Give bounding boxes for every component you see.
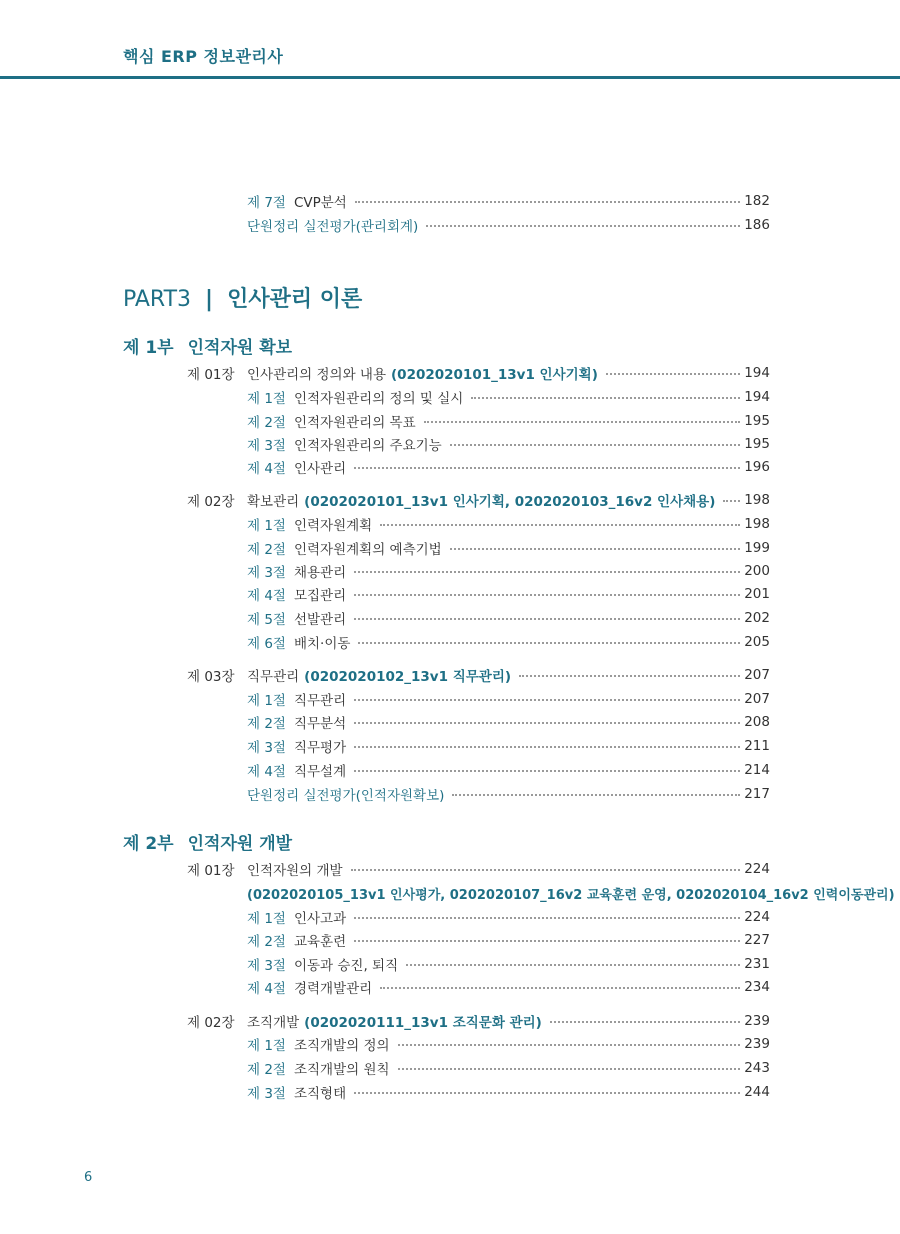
toc-section-row[interactable] [247,1080,770,1104]
page-ref: 202 [744,610,770,626]
section-number: 제 5절 [247,612,286,628]
dot-leader [354,1092,740,1094]
page-ref: 198 [744,492,770,508]
section-title: 인사고과 [293,911,347,927]
chapter-number: 제 02장 [187,494,235,510]
page-ref: 214 [744,762,770,778]
page-ref: 243 [744,1060,770,1076]
header-rule [0,76,900,79]
toc-section-row[interactable] [247,582,770,606]
toc-section-row[interactable] [247,559,770,583]
dot-leader [380,987,740,989]
dot-leader [452,794,740,796]
toc-section-row[interactable] [247,782,770,806]
section-title: 교육훈련 [293,934,347,950]
running-title: 핵심 ERP 정보관리사 [123,47,284,66]
page-ref: 186 [744,217,770,233]
section-title: 선발관리 [293,612,347,628]
section-number: 제 2절 [247,1062,286,1078]
toc-section-row[interactable] [247,630,770,654]
unit-label: 제 2부 [123,834,174,854]
section-title: 단원정리 실전평가(관리회계) [247,219,419,235]
dot-leader [406,964,740,966]
toc-section-row[interactable] [247,385,770,409]
part-label: PART3 [123,287,192,312]
section-title: 직무평가 [293,740,347,756]
dot-leader [723,500,740,502]
chapter-title: 직무관리 [247,669,300,685]
section-number: 제 1절 [247,391,286,407]
section-number: 제 2절 [247,415,286,431]
section-number: 제 3절 [247,565,286,581]
chapter-number: 제 01장 [187,367,235,383]
section-title: 조직개발의 정의 [293,1038,390,1054]
chapter-title: 조직개발 [247,1015,300,1031]
dot-leader [398,1068,741,1070]
page-ref: 199 [744,540,770,556]
toc-section-row[interactable] [247,512,770,536]
page-ref: 217 [744,786,770,802]
part-title: 인사관리 이론 [227,287,363,312]
section-number: 제 7절 [247,195,286,211]
page-ref: 195 [744,413,770,429]
dot-leader [380,524,740,526]
toc-section-row[interactable] [247,1032,770,1056]
page-ref: 200 [744,563,770,579]
dot-leader [354,594,740,596]
page-ref: 234 [744,979,770,995]
toc-section-row[interactable] [247,928,770,952]
dot-leader [426,225,740,227]
section-number: 제 1절 [247,1038,286,1054]
page-ref: 244 [744,1084,770,1100]
toc-section-row[interactable] [247,710,770,734]
page-ref: 207 [744,691,770,707]
page-ref: 224 [744,861,770,877]
chapter-code: (0202020101_13v1 인사기획) [391,367,598,383]
dot-leader [424,421,741,423]
unit-label: 제 1부 [123,338,174,358]
section-title: 인사관리 [293,461,347,477]
section-number: 제 3절 [247,438,286,454]
section-title: 직무분석 [293,716,347,732]
dot-leader [450,548,741,550]
section-number: 제 3절 [247,1086,286,1102]
section-title: 인적자원관리의 주요기능 [293,438,442,454]
page-ref: 182 [744,193,770,209]
section-title: 조직형태 [293,1086,347,1102]
page-ref: 231 [744,956,770,972]
section-title: 인력자원계획의 예측기법 [293,542,442,558]
section-title: 직무관리 [293,693,347,709]
dot-leader [354,467,740,469]
toc-chapter-row[interactable] [187,857,770,881]
dot-leader [550,1021,740,1023]
chapter-code: (0202020111_13v1 조직문화 관리) [304,1015,542,1031]
toc-section-row[interactable] [247,734,770,758]
section-number: 제 6절 [247,636,286,652]
dot-leader [471,397,740,399]
chapter-code: (0202020101_13v1 인사기획, 0202020103_16v2 인사채용) [304,494,716,510]
page-ref: 207 [744,667,770,683]
dot-leader [354,770,740,772]
unit-heading [123,829,292,854]
page-ref: 227 [744,932,770,948]
section-number: 제 3절 [247,958,286,974]
chapter-title: 인사관리의 정의와 내용 [247,367,386,383]
toc-section-row[interactable] [247,952,770,976]
chapter-code: (0202020105_13v1 인사평가, 0202020107_16v2 교육훈련 운영, 0202020104_16v2 인력이동관리) [247,887,895,903]
unit-title: 인적자원 확보 [187,338,293,358]
chapter-number: 제 03장 [187,669,235,685]
toc-chapter-row[interactable] [187,663,770,687]
toc-section-row[interactable] [247,975,770,999]
dot-leader [354,722,740,724]
chapter-number: 제 01장 [187,863,235,879]
page-number: 6 [84,1170,93,1185]
dot-leader [354,618,740,620]
dot-leader [354,699,740,701]
toc-section-row[interactable] [247,213,770,237]
chapter-title: 인적자원의 개발 [247,863,343,879]
toc-chapter-row[interactable] [187,1009,770,1033]
unit-heading [123,333,292,358]
page-ref: 195 [744,436,770,452]
section-title: 이동과 승진, 퇴직 [293,958,399,974]
toc-section-row[interactable] [247,606,770,630]
page-ref: 211 [744,738,770,754]
section-number: 제 2절 [247,542,286,558]
toc-section-row[interactable] [247,432,770,456]
dot-leader [351,869,741,871]
section-title: 직무설계 [293,764,347,780]
dot-leader [355,201,740,203]
page-ref: 196 [744,459,770,475]
toc-section-row[interactable] [247,758,770,782]
section-number: 제 4절 [247,588,286,604]
page-ref: 208 [744,714,770,730]
page-ref: 194 [744,389,770,405]
section-number: 제 4절 [247,981,286,997]
page-ref: 239 [744,1013,770,1029]
toc-chapter-row[interactable] [187,361,770,385]
section-title: 모집관리 [293,588,347,604]
unit-title: 인적자원 개발 [187,834,293,854]
toc-section-row[interactable] [247,905,770,929]
dot-leader [606,373,740,375]
page-ref: 239 [744,1036,770,1052]
dot-leader [519,675,740,677]
toc-section-row[interactable] [247,455,770,479]
page-ref: 198 [744,516,770,532]
dot-leader [354,917,740,919]
page-ref: 205 [744,634,770,650]
section-number: 제 3절 [247,740,286,756]
section-title: 배치·이동 [293,636,351,652]
toc-section-row[interactable] [247,536,770,560]
toc-chapter-row[interactable] [187,488,770,512]
section-title: 인적자원관리의 목표 [293,415,416,431]
section-title: 인적자원관리의 정의 및 실시 [293,391,464,407]
section-number: 제 1절 [247,911,286,927]
dot-leader [398,1044,741,1046]
section-number: 제 2절 [247,716,286,732]
dot-leader [354,571,740,573]
part-separator: | [205,287,214,312]
section-title: 경력개발관리 [293,981,373,997]
section-title: CVP분석 [293,195,347,211]
section-number: 제 4절 [247,461,286,477]
section-number: 제 4절 [247,764,286,780]
toc-section-row[interactable] [247,189,770,213]
dot-leader [354,940,740,942]
chapter-title: 확보관리 [247,494,300,510]
section-number: 제 1절 [247,518,286,534]
section-number: 제 1절 [247,693,286,709]
chapter-code: (0202020102_13v1 직무관리) [304,669,512,685]
part-heading [123,282,362,313]
toc-section-row[interactable] [247,1056,770,1080]
page-ref: 194 [744,365,770,381]
page-ref: 224 [744,909,770,925]
toc-section-row[interactable] [247,409,770,433]
toc-section-row[interactable] [247,687,770,711]
page-ref: 201 [744,586,770,602]
section-title: 단원정리 실전평가(인적자원확보) [247,788,445,804]
section-title: 조직개발의 원칙 [293,1062,390,1078]
dot-leader [450,444,741,446]
section-title: 채용관리 [293,565,347,581]
chapter-number: 제 02장 [187,1015,235,1031]
dot-leader [354,746,740,748]
section-title: 인력자원계획 [293,518,373,534]
section-number: 제 2절 [247,934,286,950]
dot-leader [358,642,740,644]
